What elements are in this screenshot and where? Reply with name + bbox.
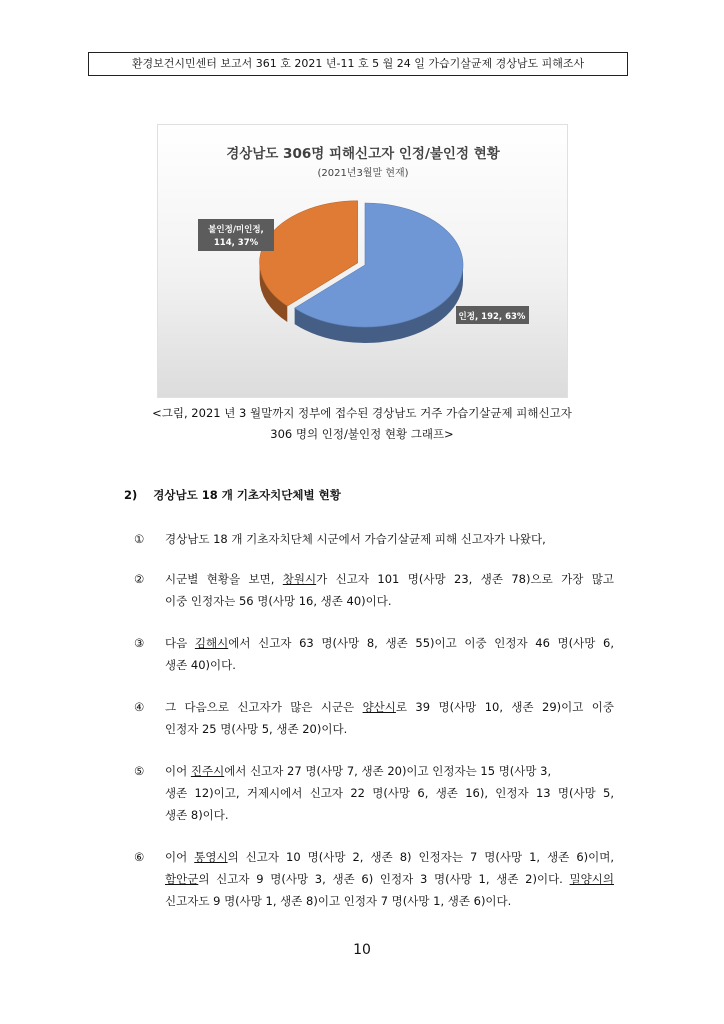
item-text: 에서 신고자 27 명(사망 7, 생존 20)이고 인정자는 15 명(사망 3, [224, 764, 552, 778]
item-text: 에서 신고자 63 명(사망 8, 생존 55)이고 이중 인정자 46 명(사망 6, [228, 636, 614, 650]
item-line [165, 760, 614, 782]
item-line: 생존 8)이다. [165, 808, 229, 822]
section-number: 2) [124, 488, 138, 502]
item-line: 생존 40)이다. [165, 658, 236, 672]
city-miryang: 밀양시의 [569, 872, 614, 886]
city-yangsan: 양산시 [362, 700, 396, 714]
item-number: ③ [134, 636, 145, 650]
item-text: 가 신고자 101 명(사망 23, 생존 78)으로 가장 많고 [316, 572, 614, 586]
item-text: 의 신고자 9 명(사망 3, 생존 6) 인정자 3 명(사망 1, 생존 2)이다. [198, 872, 570, 886]
slice-label-buleenjeong-line1: 불인정/미인정, [208, 225, 264, 235]
item-number: ⑥ [134, 850, 145, 864]
item-text: 이어 [165, 850, 195, 864]
pie-chart [157, 124, 568, 398]
list-item [134, 528, 614, 550]
chart-subtitle: (2021년3월말 현재) [317, 168, 409, 179]
item-line: 신고자도 9 명(사망 1, 생존 8)이고 인정자 7 명(사망 1, 생존 6)이다. [165, 894, 512, 908]
report-header: 환경보건시민센터 보고서 361 호 2021 년-11 호 5 월 24 일 가습기살균제 경상남도 피해조사 [88, 52, 628, 76]
city-changwon: 창원시 [282, 572, 317, 586]
item-text: 로 39 명(사망 10, 생존 29)이고 이중 [395, 700, 614, 714]
section-title: 경상남도 18 개 기초자치단체별 현황 [153, 488, 341, 502]
section-heading [124, 487, 341, 503]
item-text: 그 다음으로 신고자가 많은 시군은 [165, 700, 363, 714]
list-item [134, 846, 614, 912]
list-item [134, 696, 614, 740]
item-line [165, 868, 614, 890]
county-haman: 함안군 [165, 872, 199, 886]
item-number: ① [134, 532, 145, 546]
item-line: 생존 12)이고, 거제시에서 신고자 22 명(사망 6, 생존 16), 인정자 13 명(사망 5, [165, 786, 614, 800]
figure-caption [110, 403, 614, 445]
list-item [134, 760, 614, 826]
slice-label-injeong: 인정, 192, 63% [458, 312, 526, 322]
pie-slices [260, 201, 463, 343]
city-tongyeong: 통영시 [194, 850, 228, 864]
item-line: 경상남도 18 개 기초자치단체 시군에서 가습기살균제 피해 신고자가 나왔다, [165, 532, 546, 546]
label-buleenjeong [198, 219, 274, 251]
item-text: 시군별 현황을 보면, [165, 572, 283, 586]
caption-line-1: <그림, 2021 년 3 월말까지 정부에 접수된 경상남도 거주 가습기살균제 피해신고자 [152, 406, 572, 420]
item-number: ② [134, 572, 145, 586]
label-injeong [456, 306, 529, 324]
item-text: 이어 [165, 764, 191, 778]
caption-line-2: 306 명의 인정/불인정 현황 그래프> [270, 427, 454, 441]
city-gimhae: 김해시 [194, 636, 229, 650]
item-line [165, 846, 614, 868]
city-jinju: 진주시 [190, 764, 225, 778]
item-number: ⑤ [134, 764, 145, 778]
list-item [134, 568, 614, 612]
page-number: 10 [353, 942, 371, 958]
item-line [165, 568, 614, 590]
item-line: 이중 인정자는 56 명(사망 16, 생존 40)이다. [165, 594, 392, 608]
item-number: ④ [134, 700, 145, 714]
item-text: 의 신고자 10 명(사망 2, 생존 8) 인정자는 7 명(사망 1, 생존 6)이며, [227, 850, 614, 864]
item-line: 인정자 25 명(사망 5, 생존 20)이다. [165, 722, 348, 736]
item-line [165, 632, 614, 654]
list-item [134, 632, 614, 676]
item-text: 다음 [165, 636, 195, 650]
chart-title: 경상남도 306명 피해신고자 인정/불인정 현황 [226, 146, 500, 162]
item-line [165, 696, 614, 718]
pie-chart-svg [158, 125, 569, 399]
slice-label-buleenjeong-line2: 114, 37% [213, 238, 259, 248]
